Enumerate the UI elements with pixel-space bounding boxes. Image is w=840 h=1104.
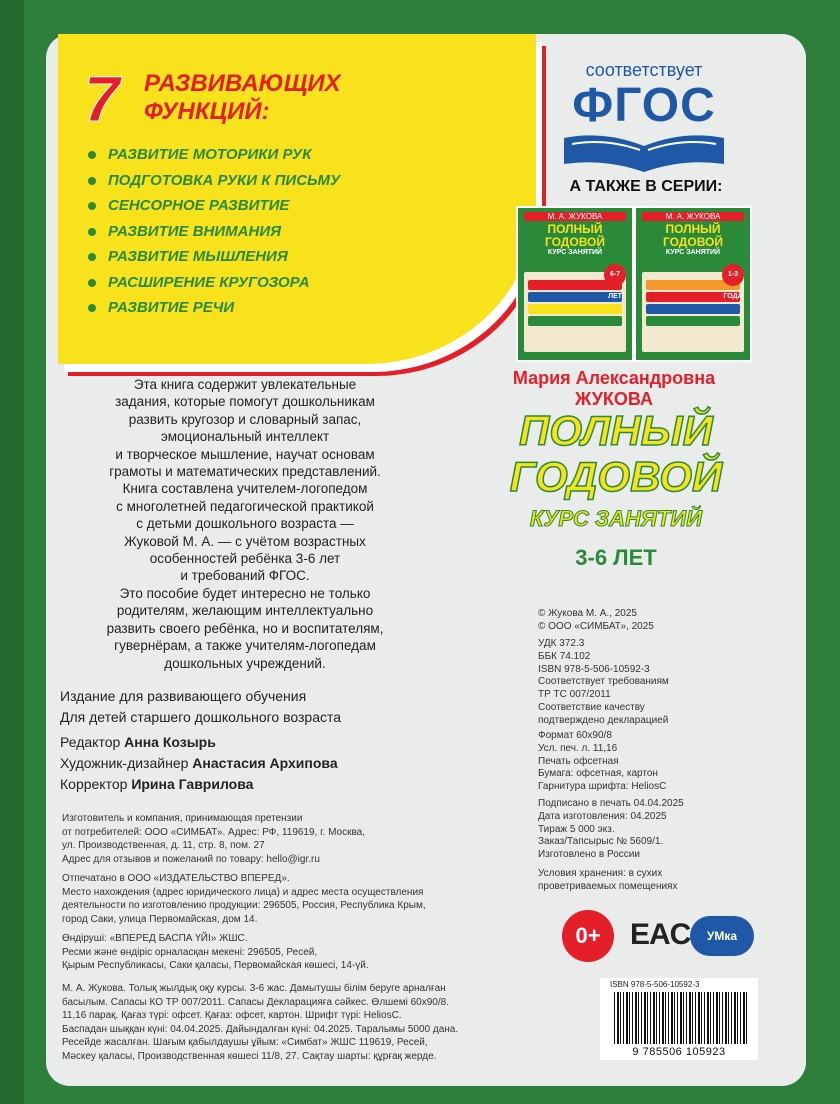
author-block — [454, 368, 774, 410]
series-book-author: М. А. ЖУКОВА — [642, 212, 744, 221]
copyright-info: © Жукова М. А., 2025 © ООО «СИМБАТ», 2025 — [538, 608, 654, 632]
fgos-caption: соответствует — [585, 60, 703, 80]
book-info-kazakh: М. А. Жукова. Толық жылдық оқу курсы. 3-6 жас. Дамытушы білім беруге арналған басылым. Сапасы КО ТР 007/2011. Сапасы Декларацияға сәйкес. Өлшемі 60х90/8. 11,16 парақ. Қағаз түрі: офсет. Қағаз: офсет, картон. Шрифт түрі: HeliosC. Баспадан шыққан күні: 04.04.2025. Дайындалған күні: 04.2025. Таралымы 5000 дана. Ресейде жасалған. Шағым қабылдаушы ұйым: «Симбат» ЖШС 119619, Ресей, Мәскеу қаласы, Производственная көшесі 11/8, 27. Сақтау шарты: құрғақ жерде. — [62, 983, 459, 1062]
series-book-title: ГОДОВОЙ — [662, 235, 724, 249]
function-item: РАЗВИТИЕ МЫШЛЕНИЯ — [88, 248, 340, 274]
series-book-subtitle: КУРС ЗАНЯТИЙ — [547, 249, 603, 256]
series-book-age: 6-7 ЛЕТ — [604, 264, 626, 286]
barcode-number: 9 785506 105923 — [632, 1046, 726, 1058]
bullet-icon — [88, 228, 96, 236]
bullet-icon — [88, 151, 96, 159]
series-book-cover — [516, 206, 634, 362]
book-subtitle: КУРС ЗАНЯТИЙ — [529, 506, 703, 531]
series-heading: А ТАКЖЕ В СЕРИИ: — [569, 178, 723, 195]
edition-line: Издание для развивающего обучения — [60, 688, 307, 704]
functions-panel — [58, 34, 536, 364]
age-rating-badge: 0+ — [562, 910, 614, 962]
publisher-logo: УМка — [690, 916, 754, 956]
editor-credit: Редактор Анна Козырь — [60, 734, 216, 750]
author-surname: ЖУКОВА — [574, 389, 653, 409]
eac-mark-icon: EAC — [630, 918, 691, 951]
edition-line: Для детей старшего дошкольного возраста — [60, 709, 342, 725]
barcode — [600, 978, 758, 1060]
series-book-title: ПОЛНЫЙ — [665, 222, 721, 236]
open-book-icon — [560, 132, 728, 174]
printer-info-kazakh: Өндіруші: «ВПЕРЕД БАСПА ҮЙІ» ЖШС. Ресми және өндіріс орналасқан мекені: 296505, Ресей, Қырым Республикасы, Саки қаласы, Первомайская көшесі, 14-үй. — [62, 933, 369, 971]
book-age: 3-6 ЛЕТ — [575, 545, 657, 570]
series-book-author: М. А. ЖУКОВА — [524, 212, 626, 221]
bullet-icon — [88, 177, 96, 185]
function-item: РАЗВИТИЕ ВНИМАНИЯ — [88, 223, 340, 249]
fgos-logo-text: ФГОС — [572, 79, 716, 132]
bullet-icon — [88, 202, 96, 210]
functions-title — [144, 70, 341, 126]
print-dates: Подписано в печать 04.04.2025 Дата изготовления: 04.2025 Тираж 5 000 экз. Заказ/Тапсырыс № 5609/1. Изготовлено в России — [538, 798, 684, 861]
series-book-age: 1-3 ГОДА — [722, 264, 744, 286]
bullet-icon — [88, 304, 96, 312]
function-item: СЕНСОРНОЕ РАЗВИТИЕ — [88, 197, 340, 223]
book-title-line: ГОДОВОЙ — [509, 453, 723, 500]
functions-list — [88, 146, 340, 325]
series-book-cover — [634, 206, 752, 362]
function-item: РАСШИРЕНИЕ КРУГОЗОРА — [88, 274, 340, 300]
series-book-title: ПОЛНЫЙ — [547, 222, 603, 236]
functions-title-line: РАЗВИВАЮЩИХ — [144, 70, 341, 97]
edition-info — [60, 686, 341, 795]
bullet-icon — [88, 279, 96, 287]
cover-edge — [0, 0, 24, 1104]
author-name: Мария Александровна — [512, 368, 716, 388]
format-info: Формат 60х90/8 Усл. печ. л. 11,16 Печать офсетная Бумага: офсетная, картон Гарнитура шрифта: HeliosC — [538, 730, 667, 793]
printer-info: Отпечатано в ООО «ИЗДАТЕЛЬСТВО ВПЕРЕД». Место нахождения (адрес юридического лица) и адрес места осуществления деятельности по изготовлению продукции: 296505, Россия, Республика Крым, город Саки, улица Первомайская, дом 14. — [62, 873, 426, 925]
series-book-title: ГОДОВОЙ — [544, 235, 606, 249]
bullet-icon — [88, 253, 96, 261]
barcode-bars — [614, 992, 748, 1044]
storage-conditions: Условия хранения: в сухих проветриваемых помещениях — [538, 868, 678, 892]
functions-number: 7 — [84, 63, 120, 135]
function-item: ПОДГОТОВКА РУКИ К ПИСЬМУ — [88, 172, 340, 198]
barcode-isbn: ISBN 978-5-506-10592-3 — [610, 980, 700, 989]
book-description: Эта книга содержит увлекательные задания, которые помогут дошкольникам развить кругозор и словарный запас, эмоциональный интеллект и творческое мышление, научат основам грамоты и математических представлений. Книга составлена учителем-логопедом с многолетней педагогической практикой с детьми дошкольного возраста — Жуковой М. А. — с учётом возрастных особенностей ребёнка 3-6 лет и требований ФГОС. Это пособие будет интересно не только родителям, желающим интеллектуально развить своего ребёнка, но и воспитателям, гувернёрам, а также учителям-логопедам дошкольных учреждений. — [106, 377, 384, 671]
series-book-subtitle: КУРС ЗАНЯТИЙ — [665, 249, 721, 256]
manufacturer-info: Изготовитель и компания, принимающая претензии от потребителей: ООО «СИМБАТ». Адрес: РФ, 119619, г. Москва, ул. Производственная, д. 11, стр. 8, пом. 27 Адрес для отзывов и пожеланий по товару: hello@igr.ru — [62, 813, 366, 865]
function-item: РАЗВИТИЕ РЕЧИ — [88, 299, 340, 325]
functions-title-line: ФУНКЦИЙ: — [144, 98, 270, 125]
classification-codes: УДК 372.3 ББК 74.102 ISBN 978-5-506-10592-3 Соответствует требованиям ТР ТС 007/2011 Соответствие качеству подтверждено декларацией — [538, 638, 669, 726]
book-title — [456, 408, 776, 500]
function-item: РАЗВИТИЕ МОТОРИКИ РУК — [88, 146, 340, 172]
book-title-line: ПОЛНЫЙ — [519, 407, 713, 454]
artist-credit: Художник-дизайнер Анастасия Архипова — [60, 755, 338, 771]
proofreader-credit: Корректор Ирина Гаврилова — [60, 776, 254, 792]
